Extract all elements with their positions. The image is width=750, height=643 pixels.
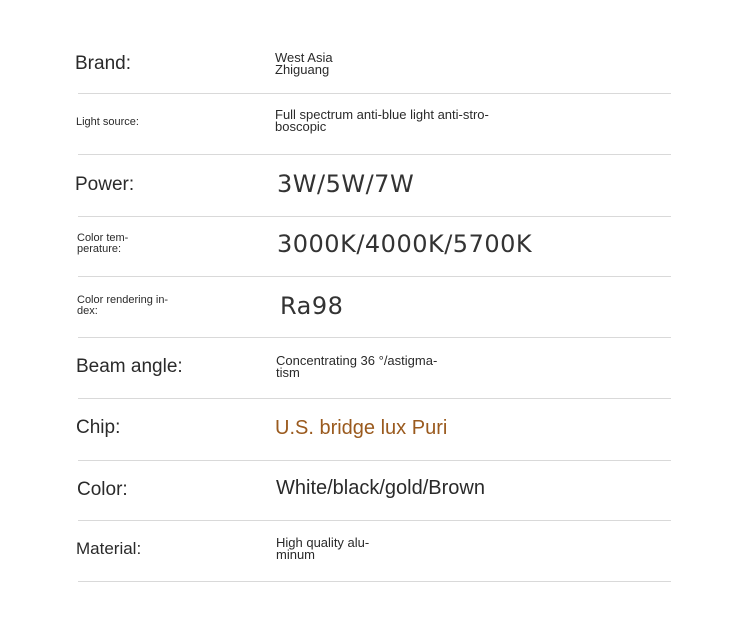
spec-value-brand: West Asia Zhiguang xyxy=(275,50,333,77)
spec-value-beam-angle: Concentrating 36 °/astigma- tism xyxy=(276,353,438,380)
spec-divider xyxy=(78,216,671,217)
spec-label-brand: Brand: xyxy=(75,53,131,74)
spec-value-color-temperature: 3000K/4000K/5700K xyxy=(277,230,533,258)
spec-value-chip: U.S. bridge lux Puri xyxy=(275,417,448,439)
spec-divider xyxy=(78,93,671,94)
spec-row-color-rendering-index xyxy=(75,292,671,326)
spec-value-color: White/black/gold/Brown xyxy=(276,477,485,499)
spec-divider xyxy=(78,337,671,338)
spec-label-power: Power: xyxy=(75,174,135,195)
spec-label-color-temperature: Color tem- perature: xyxy=(77,232,129,255)
spec-value-material: High quality alu- minum xyxy=(276,535,370,562)
spec-label-color: Color: xyxy=(77,479,128,500)
spec-row-light-source xyxy=(75,108,671,138)
spec-label-light-source: Light source: xyxy=(76,116,139,128)
spec-label-material: Material: xyxy=(76,539,142,558)
spec-row-color-temperature xyxy=(75,230,671,264)
spec-divider xyxy=(78,154,671,155)
spec-row-color xyxy=(75,476,671,506)
spec-divider xyxy=(78,276,671,277)
spec-value-power: 3W/5W/7W xyxy=(277,170,415,198)
spec-divider xyxy=(78,398,671,399)
spec-divider xyxy=(78,460,671,461)
spec-row-power xyxy=(75,170,671,204)
spec-label-beam-angle: Beam angle: xyxy=(76,356,183,377)
spec-divider xyxy=(78,520,671,521)
spec-label-chip: Chip: xyxy=(76,417,121,438)
spec-row-material xyxy=(75,536,671,568)
spec-label-color-rendering-index: Color rendering in- dex: xyxy=(77,294,169,317)
spec-value-color-rendering-index: Ra98 xyxy=(280,292,344,320)
spec-row-brand xyxy=(75,50,671,80)
spec-row-chip xyxy=(75,414,671,444)
spec-divider xyxy=(78,581,671,582)
spec-value-light-source: Full spectrum anti-blue light anti-stro- boscopic xyxy=(275,107,489,134)
spec-row-beam-angle xyxy=(75,352,671,384)
